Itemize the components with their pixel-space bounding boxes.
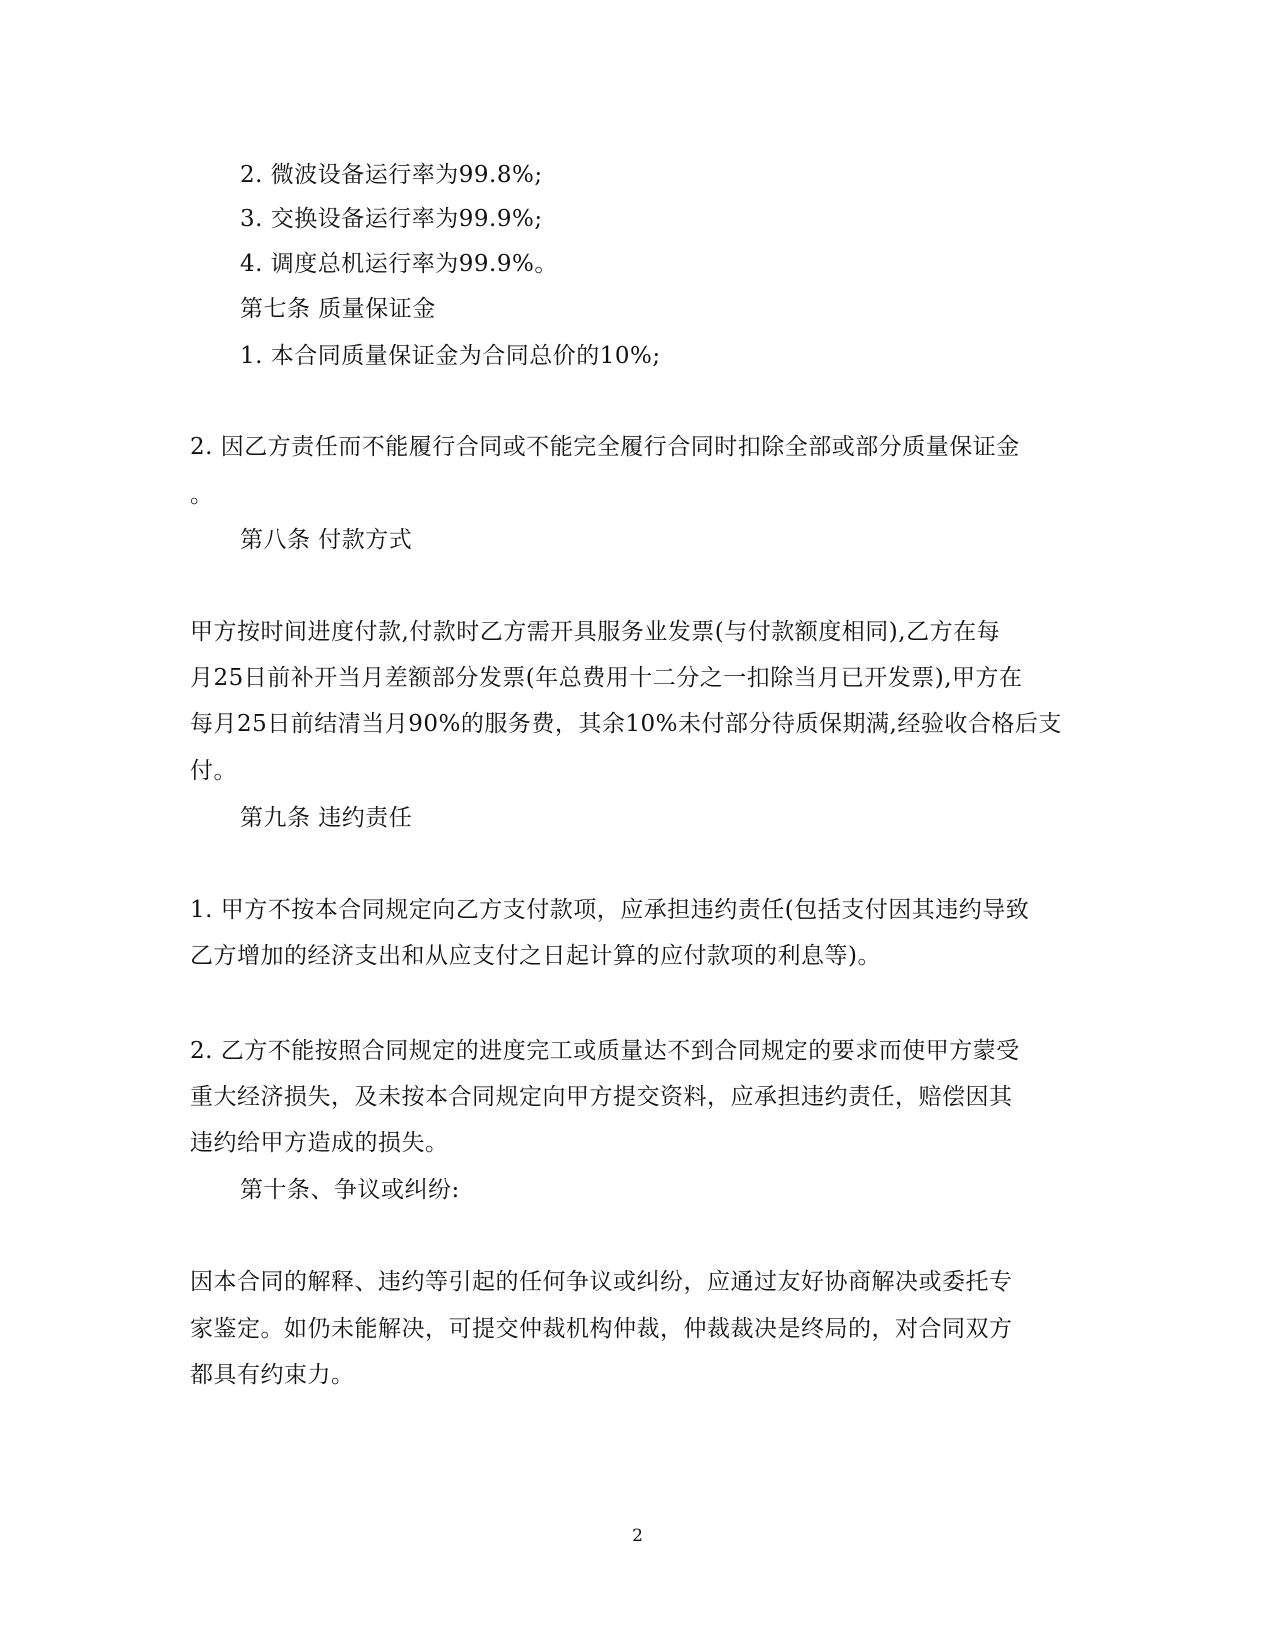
article-7-item-2-line-2: 。 <box>190 482 214 508</box>
article-8-heading: 第八条 付款方式 <box>240 527 413 553</box>
clause-item-3-switching: 3. 交换设备运行率为99.9%; <box>240 206 543 232</box>
clause-item-4-dispatch: 4. 调度总机运行率为99.9%。 <box>240 251 558 277</box>
article-9-heading: 第九条 违约责任 <box>240 805 413 831</box>
article-7-item-2-line-1: 2. 因乙方责任而不能履行合同或不能完全履行合同时扣除全部或部分质量保证金 <box>190 434 1020 460</box>
article-8-body-line-4: 付。 <box>190 758 237 784</box>
article-9-item-2-line-3: 违约给甲方造成的损失。 <box>190 1130 449 1156</box>
page-number: 2 <box>632 1526 643 1546</box>
article-7-item-1: 1. 本合同质量保证金为合同总价的10%; <box>240 343 661 369</box>
article-10-body-line-3: 都具有约束力。 <box>190 1362 355 1388</box>
article-8-body-line-1: 甲方按时间进度付款,付款时乙方需开具服务业发票(与付款额度相同),乙方在每 <box>190 619 1001 645</box>
article-8-body-line-2: 月25日前补开当月差额部分发票(年总费用十二分之一扣除当月已开发票),甲方在 <box>190 665 1023 691</box>
article-9-item-1-line-2: 乙方增加的经济支出和从应支付之日起计算的应付款项的利息等)。 <box>190 943 881 969</box>
clause-item-2-microwave: 2. 微波设备运行率为99.8%; <box>240 162 543 188</box>
article-10-body-line-2: 家鉴定。如仍未能解决，可提交仲裁机构仲裁，仲裁裁决是终局的，对合同双方 <box>190 1316 1013 1342</box>
article-10-body-line-1: 因本合同的解释、违约等引起的任何争议或纠纷，应通过友好协商解决或委托专 <box>190 1269 1013 1295</box>
article-8-body-line-3: 每月25日前结清当月90%的服务费，其余10%未付部分待质保期满,经验收合格后支 <box>190 711 1062 737</box>
article-9-item-2-line-2: 重大经济损失，及未按本合同规定向甲方提交资料，应承担违约责任，赔偿因其 <box>190 1084 1013 1110</box>
article-9-item-2-line-1: 2. 乙方不能按照合同规定的进度完工或质量达不到合同规定的要求而使甲方蒙受 <box>190 1038 1020 1064</box>
article-9-item-1-line-1: 1. 甲方不按本合同规定向乙方支付款项，应承担违约责任(包括支付因其违约导致 <box>190 897 1030 923</box>
article-10-heading: 第十条、争议或纠纷: <box>240 1177 460 1203</box>
article-7-heading: 第七条 质量保证金 <box>240 296 436 322</box>
